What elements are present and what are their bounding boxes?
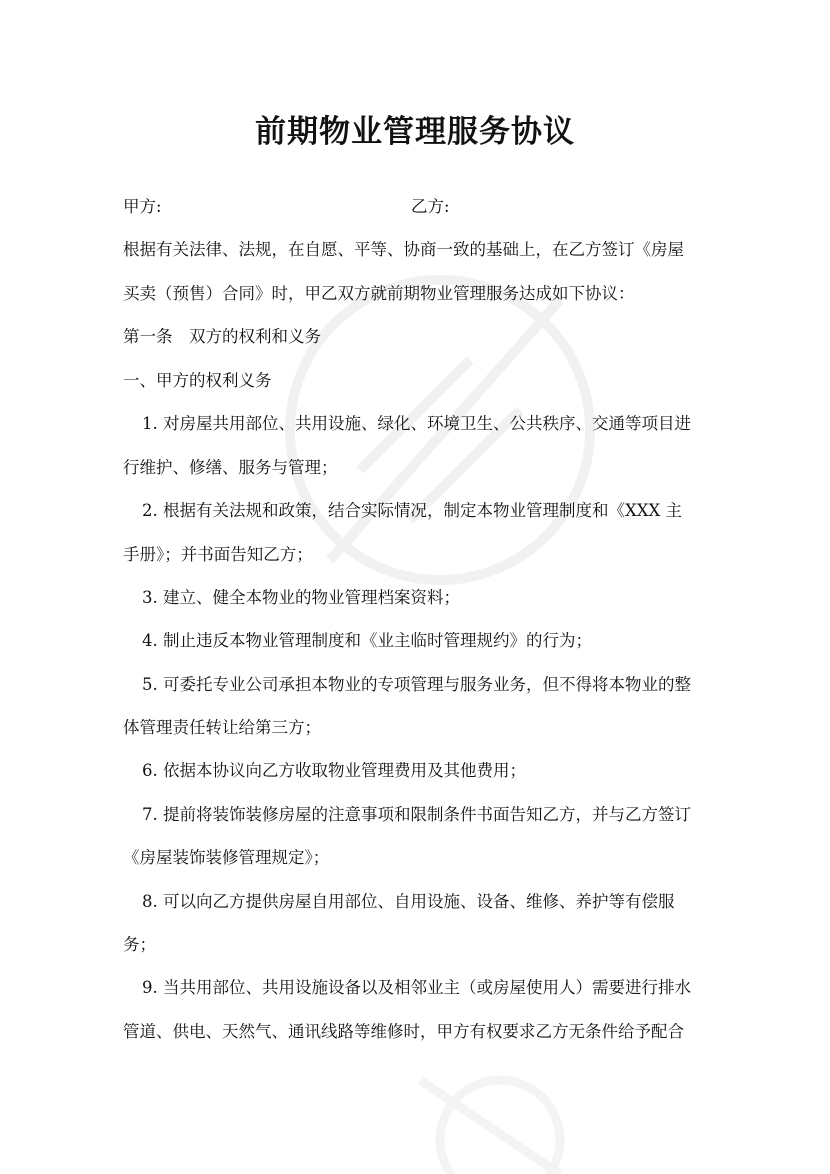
item-5-line-2: 体管理责任转让给第三方； <box>123 718 321 737</box>
section1-heading: 一、甲方的权利义务 <box>123 371 272 390</box>
item-8-line-1: 8. 可以向乙方提供房屋自用部位、自用设施、设备、维修、养护等有偿服 <box>142 892 675 911</box>
item-2-line-2: 手册》；并书面告知乙方； <box>123 545 313 564</box>
party-a-label: 甲方: <box>123 197 162 216</box>
item-9-line-2: 管道、供电、天然气、通讯线路等维修时，甲方有权要求乙方无条件给予配合 <box>123 1022 684 1041</box>
article1-heading: 第一条 双方的权利和义务 <box>123 327 321 346</box>
item-9-line-1: 9. 当共用部位、共用设施设备以及相邻业主（或房屋使用人）需要进行排水 <box>142 978 691 997</box>
item-1-line-2: 行维护、修缮、服务与管理； <box>123 458 338 477</box>
item-1-line-1: 1. 对房屋共用部位、共用设施、绿化、环境卫生、公共秩序、交通等项目进 <box>142 414 691 433</box>
intro-line-1: 根据有关法律、法规，在自愿、平等、协商一致的基础上，在乙方签订《房屋 <box>123 240 684 259</box>
intro-line-2: 买卖（预售）合同》时，甲乙双方就前期物业管理服务达成如下协议： <box>123 284 635 303</box>
party-b-label: 乙方: <box>411 197 450 216</box>
item-5-line-1: 5. 可委托专业公司承担本物业的专项管理与服务业务，但不得将本物业的整 <box>142 675 691 694</box>
page-title: 前期物业管理服务协议 <box>255 114 575 150</box>
item-8-line-2: 务； <box>123 935 156 954</box>
item-4-line-1: 4. 制止违反本物业管理制度和《业主临时管理规约》的行为； <box>142 631 592 650</box>
item-7-line-1: 7. 提前将装饰装修房屋的注意事项和限制条件书面告知乙方，并与乙方签订 <box>142 805 691 824</box>
item-7-line-2: 《房屋装饰装修管理规定》； <box>123 848 330 867</box>
item-2-line-1: 2. 根据有关法规和政策，结合实际情况，制定本物业管理制度和《XXX 主 <box>142 501 682 520</box>
item-6-line-1: 6. 依据本协议向乙方收取物业管理费用及其他费用； <box>142 761 526 780</box>
item-3-line-1: 3. 建立、健全本物业的物业管理档案资料； <box>142 588 460 607</box>
